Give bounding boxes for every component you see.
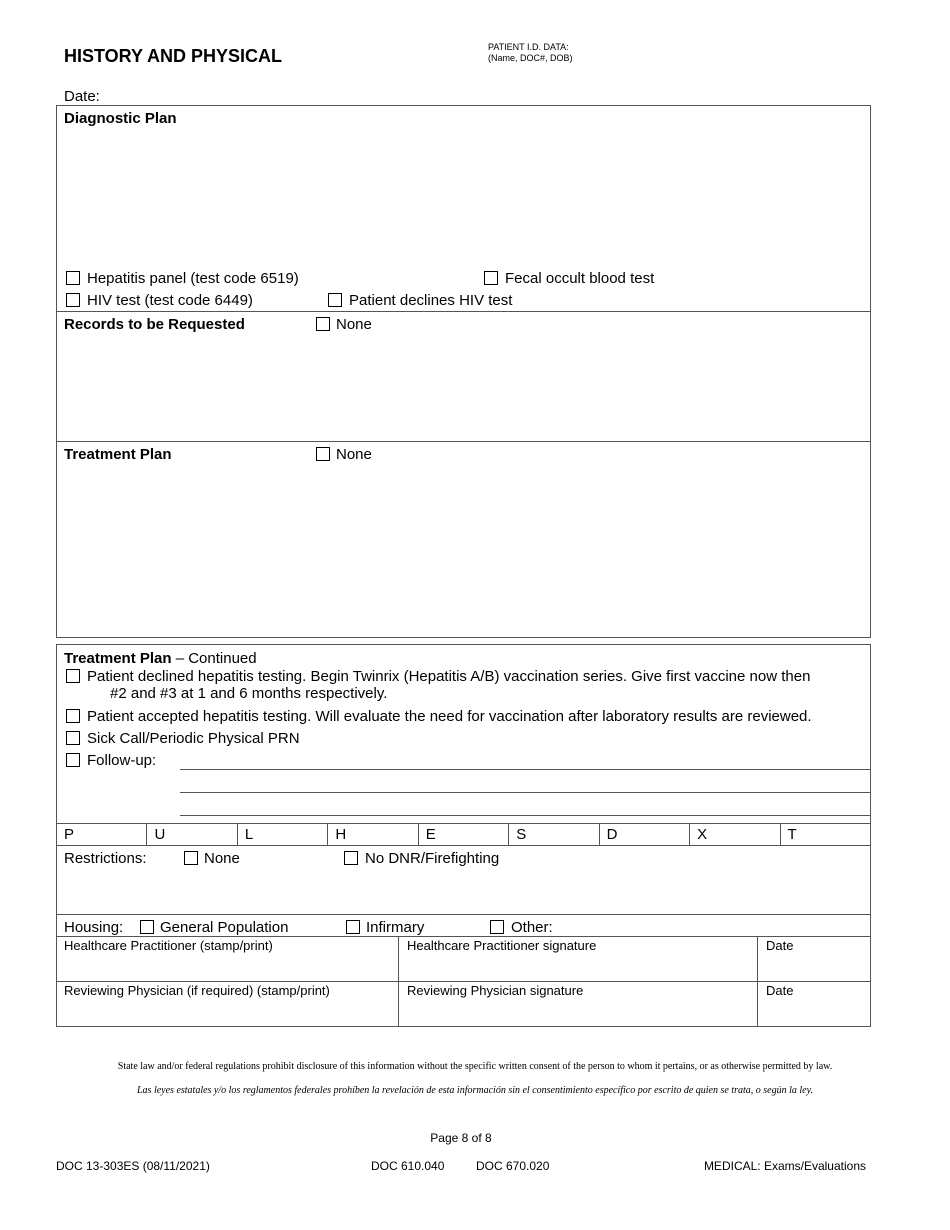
declined-hepatitis-line2: #2 and #3 at 1 and 6 months respectively. [110, 685, 388, 702]
divider [56, 981, 871, 982]
records-none-label: None [336, 316, 372, 333]
pulhes-cell-divider [327, 823, 328, 845]
pulhes-cell[interactable]: D [606, 826, 618, 843]
doc-policy-1: DOC 610.040 [371, 1159, 445, 1173]
pulhes-cell[interactable]: L [244, 826, 254, 843]
legal-notice-en: State law and/or federal regulations prohibit disclosure of this information without the specific written consent of the person to whom it pertains, or as otherwise permitted by law. [117, 1061, 833, 1072]
diagnostic-plan-heading: Diagnostic Plan [64, 110, 177, 127]
pulhes-cell[interactable]: U [154, 826, 166, 843]
pulhes-cell[interactable]: T [787, 826, 797, 843]
housing-label: Housing: [64, 919, 124, 936]
hiv-test-checkbox[interactable] [66, 293, 80, 307]
divider [56, 936, 871, 937]
pulhes-cell-divider [599, 823, 600, 845]
no-dnr-label: No DNR/Firefighting [365, 850, 500, 867]
records-heading: Records to be Requested [64, 316, 245, 333]
pulhes-cell[interactable]: P [64, 826, 75, 843]
treatment-none-label: None [336, 446, 372, 463]
divider [56, 441, 871, 442]
pulhes-cell-divider [418, 823, 419, 845]
fecal-occult-label: Fecal occult blood test [505, 270, 655, 287]
rp-stamp-field[interactable]: Reviewing Physician (if required) (stamp/print) [64, 983, 330, 998]
declined-hepatitis-line1: Patient declined hepatitis testing. Begin Twinrix (Hepatitis A/B) vaccination series. Give first vaccine now then [87, 668, 811, 685]
treatment-plan-heading: Treatment Plan [64, 446, 172, 463]
accepted-hepatitis-label: Patient accepted hepatitis testing. Will evaluate the need for vaccination after laboratory results are reviewed. [87, 708, 812, 725]
doc-policy-2: DOC 670.020 [476, 1159, 550, 1173]
hepatitis-panel-checkbox[interactable] [66, 271, 80, 285]
hp-date-field[interactable]: Date [766, 938, 794, 953]
pulhes-cell[interactable]: H [335, 826, 347, 843]
other-label: Other: [511, 919, 553, 936]
hp-signature-field[interactable]: Healthcare Practitioner signature [407, 938, 597, 953]
other-checkbox[interactable] [490, 920, 504, 934]
continued-heading-bold: Treatment Plan [64, 650, 172, 667]
follow-up-line[interactable] [180, 815, 871, 816]
divider [56, 311, 871, 312]
patient-id-line1: PATIENT I.D. DATA: [488, 42, 569, 52]
fecal-occult-checkbox[interactable] [484, 271, 498, 285]
restrictions-none-checkbox[interactable] [184, 851, 198, 865]
general-population-checkbox[interactable] [140, 920, 154, 934]
divider [398, 936, 399, 1027]
restrictions-none-label: None [204, 850, 240, 867]
pulhes-cell-divider [508, 823, 509, 845]
follow-up-line[interactable] [180, 792, 871, 793]
continued-heading-suffix: – Continued [171, 650, 257, 667]
patient-id-line2: (Name, DOC#, DOB) [488, 53, 573, 63]
pulhes-cell-divider [146, 823, 147, 845]
hepatitis-panel-label: Hepatitis panel (test code 6519) [87, 270, 299, 287]
patient-id-label [488, 42, 573, 64]
declined-hepatitis-checkbox[interactable] [66, 669, 80, 683]
pulhes-cell-divider [689, 823, 690, 845]
no-dnr-checkbox[interactable] [344, 851, 358, 865]
pulhes-cell[interactable]: S [516, 826, 527, 843]
accepted-hepatitis-checkbox[interactable] [66, 709, 80, 723]
infirmary-checkbox[interactable] [346, 920, 360, 934]
legal-notice-es: Las leyes estatales y/o los reglamentos federales prohíben la revelación de esta información sin el consentimiento específico por escrito de quien se trata, o según la ley. [137, 1085, 813, 1096]
general-population-label: General Population [160, 919, 289, 936]
pulhes-cell[interactable]: X [697, 826, 708, 843]
pulhes-bottom-border [56, 845, 871, 846]
sick-call-label: Sick Call/Periodic Physical PRN [87, 730, 300, 747]
pulhes-cell-divider [780, 823, 781, 845]
pulhes-cell[interactable]: E [425, 826, 436, 843]
divider [757, 936, 758, 1027]
rp-signature-field[interactable]: Reviewing Physician signature [407, 983, 584, 998]
follow-up-label: Follow-up: [87, 752, 157, 769]
page-number: Page 8 of 8 [430, 1131, 492, 1145]
pulhes-cell-divider [237, 823, 238, 845]
form-title: HISTORY AND PHYSICAL [64, 46, 283, 66]
sick-call-checkbox[interactable] [66, 731, 80, 745]
plan-box [56, 105, 871, 638]
continued-heading [64, 650, 257, 667]
records-none-checkbox[interactable] [316, 317, 330, 331]
treatment-none-checkbox[interactable] [316, 447, 330, 461]
rp-date-field[interactable]: Date [766, 983, 794, 998]
patient-declines-hiv-checkbox[interactable] [328, 293, 342, 307]
form-category: MEDICAL: Exams/Evaluations [703, 1159, 866, 1173]
hiv-test-label: HIV test (test code 6449) [87, 292, 253, 309]
hp-stamp-field[interactable]: Healthcare Practitioner (stamp/print) [64, 938, 273, 953]
date-label: Date: [64, 88, 100, 105]
divider [56, 914, 871, 915]
follow-up-checkbox[interactable] [66, 753, 80, 767]
restrictions-label: Restrictions: [64, 850, 147, 867]
infirmary-label: Infirmary [366, 919, 425, 936]
patient-declines-hiv-label: Patient declines HIV test [349, 292, 513, 309]
pulhes-top-border [56, 823, 871, 824]
form-number: DOC 13-303ES (08/11/2021) [56, 1159, 210, 1173]
follow-up-line[interactable] [180, 769, 871, 770]
